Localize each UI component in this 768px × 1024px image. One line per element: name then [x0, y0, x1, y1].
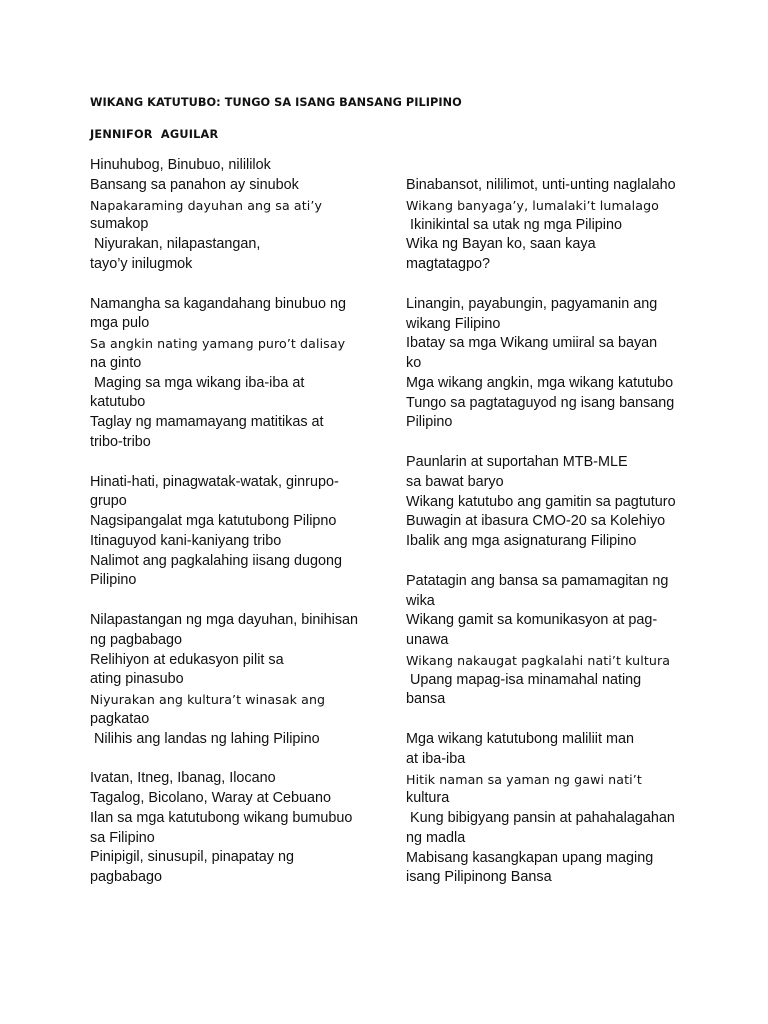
poem-line: ating pinasubo: [90, 671, 184, 688]
poem-line: pagbabago: [90, 869, 163, 885]
poem-line: mga pulo: [90, 315, 150, 332]
poem-line: Buwagin at ibasura CMO-20 sa Kolehiyo: [406, 513, 666, 530]
poem-line: Upang mapag-isa minamahal nating: [406, 671, 642, 688]
poem-line: Wikang nakaugat pagkalahi nati’t kultura: [406, 652, 671, 668]
poem-line: Mga wikang katutubong maliliit man: [406, 731, 634, 747]
poem-line: ng pagbabago: [90, 631, 183, 648]
poem-line: Nilapastangan ng mga dayuhan, binihisan: [90, 612, 359, 628]
poem-line: Paunlarin at suportahan MTB-MLE: [406, 454, 628, 470]
poem-line: Linangin, payabungin, pagyamanin ang: [406, 295, 658, 312]
document-title: WIKANG KATUTUBO: TUNGO SA ISANG BANSANG PILIPINO: [90, 96, 462, 109]
poem-line: Tagalog, Bicolano, Waray at Cebuano: [90, 790, 332, 806]
poem-line: Hinati-hati, pinagwatak-watak, ginrupo-: [90, 473, 339, 490]
poem-line: sumakop: [90, 216, 149, 233]
poem-line: wika: [406, 592, 435, 609]
poem-line: Ilan sa mga katutubong wikang bumubuo: [90, 809, 353, 826]
poem-line: Mga wikang angkin, mga wikang katutubo: [406, 374, 674, 391]
poem-line: Pilipino: [406, 414, 453, 431]
poem-line: Relihiyon at edukasyon pilit sa: [90, 651, 284, 668]
poem-line: Pinipigil, sinusupil, pinapatay ng: [90, 849, 294, 866]
stanza: [406, 176, 706, 275]
poem-line: Ibatay sa mga Wikang umiiral sa bayan: [406, 335, 658, 352]
poem-line: ko: [406, 355, 422, 371]
stanza: [90, 611, 390, 749]
poem-line: unawa: [406, 632, 449, 648]
poem-line: Sa angkin nating yamang puro’t dalisay: [90, 336, 346, 351]
poem-line: na ginto: [90, 354, 142, 371]
poem-line: Maging sa mga wikang iba-iba at: [90, 374, 305, 391]
poem-line: Niyurakan ang kultura’t winasak ang: [90, 692, 326, 707]
poem-line: Patatagin ang bansa sa pamamagitan ng: [406, 572, 669, 589]
poem-line: pagkatao: [90, 710, 150, 727]
poem-line: sa Filipino: [90, 829, 155, 846]
poem-line: isang Pilipinong Bansa: [406, 869, 552, 886]
stanza: [90, 473, 390, 592]
poem-line: Nilihis ang landas ng lahing Pilipino: [90, 730, 320, 747]
poem-line: kultura: [406, 790, 450, 807]
poem-line: Mabisang kasangkapan upang maging: [406, 849, 654, 866]
poem-line: Ikinikintal sa utak ng mga Pilipino: [406, 216, 622, 233]
poem-line: Tungo sa pagtataguyod ng isang bansang: [406, 394, 675, 411]
poem-line: grupo: [90, 493, 127, 510]
poem-line: Wikang gamit sa komunikasyon at pag-: [406, 612, 658, 629]
stanza: [406, 730, 706, 888]
stanza: [90, 295, 390, 453]
poem-line: Wikang katutubo ang gamitin sa pagtuturo: [406, 493, 676, 510]
author-name: JENNIFOR AGUILAR: [90, 128, 219, 141]
poem-line: magtatagpo?: [406, 256, 491, 272]
stanza: [406, 453, 706, 552]
poem-line: Nagsipangalat mga katutubong Pilipno: [90, 513, 337, 529]
poem-line: tayo’y inilugmok: [90, 255, 193, 272]
stanza: [90, 156, 390, 275]
poem-line: katutubo: [90, 394, 146, 411]
poem-line: Namangha sa kagandahang binubuo ng: [90, 295, 347, 312]
stanza: [406, 572, 706, 710]
poem-line: Hitik naman sa yaman ng gawi nati’t: [406, 771, 642, 787]
poem-line: Napakaraming dayuhan ang sa ati’y: [90, 197, 322, 213]
poem-line: ng madla: [406, 829, 466, 846]
poem-line: Wikang banyaga’y, lumalaki’t lumalago: [406, 197, 659, 213]
poem-line: Kung bibigyang pansin at pahahalagahan: [406, 810, 675, 826]
poem-line: Niyurakan, nilapastangan,: [90, 236, 261, 252]
poem-line: Nalimot ang pagkalahing iisang dugong: [90, 552, 343, 569]
poem-column-left: [90, 156, 390, 908]
poem-line: Pilipino: [90, 572, 137, 589]
poem-line: Bansang sa panahon ay sinubok: [90, 176, 299, 193]
poem-line: wikang Filipino: [406, 315, 501, 332]
poem-line: sa bawat baryo: [406, 473, 504, 490]
poem-line: Hinuhubog, Binubuo, nilililok: [90, 157, 271, 173]
poem-line: bansa: [406, 691, 446, 708]
poem-line: Itinaguyod kani-kaniyang tribo: [90, 532, 282, 549]
poem-line: tribo-tribo: [90, 433, 151, 450]
poem-line: Ivatan, Itneg, Ibanag, Ilocano: [90, 770, 276, 787]
stanza: [406, 295, 706, 433]
poem-column-right: [406, 176, 706, 908]
stanza: [90, 769, 390, 888]
poem-line: Binabansot, nililimot, unti-unting naglalaho: [406, 177, 676, 193]
poem-line: at iba-iba: [406, 750, 466, 767]
poem-line: Taglay ng mamamayang matitikas at: [90, 414, 324, 430]
poem-line: Ibalik ang mga asignaturang Filipino: [406, 533, 637, 549]
poem-line: Wika ng Bayan ko, saan kaya: [406, 236, 596, 253]
